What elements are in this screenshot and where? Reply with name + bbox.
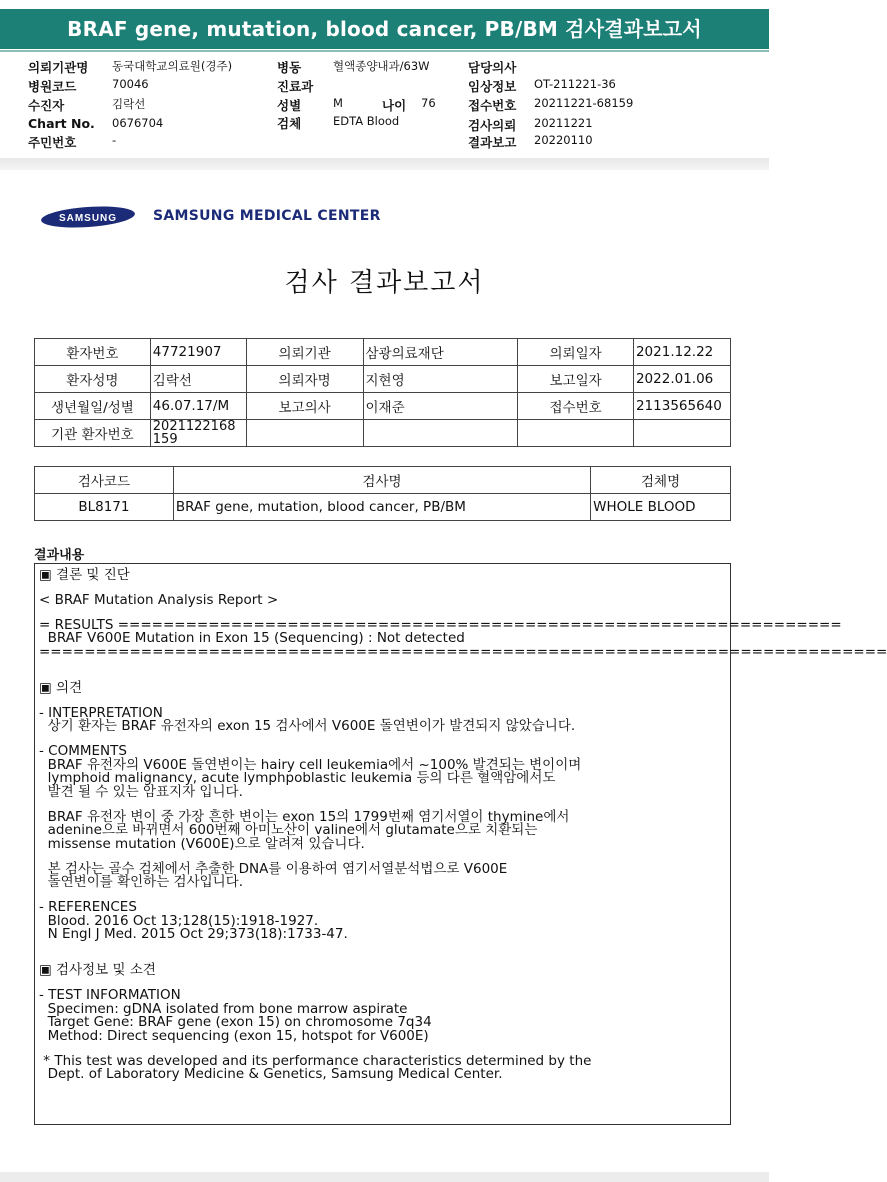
footer-bar bbox=[0, 1172, 769, 1182]
header-label: 수진자 bbox=[28, 98, 65, 113]
header-label: 접수번호 bbox=[468, 98, 517, 113]
header-value: 0676704 bbox=[112, 116, 164, 130]
samsung-logo-icon bbox=[40, 206, 136, 228]
header-label: 임상정보 bbox=[468, 79, 517, 94]
result-line: N Engl J Med. 2015 Oct 29;373(18):1733-47. bbox=[39, 926, 348, 943]
patient-field-label bbox=[518, 420, 634, 447]
result-line: * This test was developed and its performance characteristics determined by the bbox=[39, 1052, 592, 1069]
header-value: 혈액종양내과/63W bbox=[333, 59, 430, 73]
patient-field-value: 김락선 bbox=[150, 366, 246, 393]
header-value: EDTA Blood bbox=[333, 114, 400, 128]
result-line: ▣ 의견 bbox=[39, 679, 83, 696]
header-value: OT-211221-36 bbox=[534, 77, 616, 91]
age-value: 76 bbox=[421, 96, 436, 110]
header-value: 20220110 bbox=[534, 133, 593, 147]
header-value: 70046 bbox=[112, 77, 149, 91]
patient-field-value bbox=[363, 420, 518, 447]
result-line: =========================================================================== bbox=[39, 643, 887, 660]
header-label: 주민번호 bbox=[28, 135, 77, 150]
patient-field-value: 2113565640 bbox=[633, 393, 730, 420]
patient-field-value: 삼광의료재단 bbox=[363, 339, 518, 366]
test-name-cell: BRAF gene, mutation, blood cancer, PB/BM bbox=[173, 494, 590, 521]
header-label: Chart No. bbox=[28, 116, 95, 131]
result-content-box bbox=[34, 563, 887, 1125]
hospital-name: SAMSUNG MEDICAL CENTER bbox=[153, 208, 381, 224]
result-line: lymphoid malignancy, acute lymphpoblastic leukemia 등의 다른 혈액암에서도 bbox=[39, 770, 556, 787]
patient-field-label: 환자성명 bbox=[35, 366, 151, 393]
section-divider bbox=[0, 158, 769, 170]
result-line: ▣ 결론 및 진단 bbox=[39, 567, 130, 583]
patient-field-value: 2022.01.06 bbox=[633, 366, 730, 393]
result-line: Method: Direct sequencing (exon 15, hotspot for V600E) bbox=[39, 1027, 429, 1044]
age-label: 나이 bbox=[382, 98, 407, 113]
header-label: 병원코드 bbox=[28, 79, 77, 94]
result-line: BRAF 유전자의 V600E 돌연변이는 hairy cell leukemia에서 ~100% 발견되는 변이이며 bbox=[39, 756, 582, 773]
patient-field-value: 2021.12.22 bbox=[633, 339, 730, 366]
result-line: Dept. of Laboratory Medicine & Genetics, Samsung Medical Center. bbox=[39, 1066, 503, 1083]
result-line: Specimen: gDNA isolated from bone marrow aspirate bbox=[39, 1000, 408, 1017]
report-title-bar: BRAF gene, mutation, blood cancer, PB/BM 검사결과보고서 bbox=[0, 9, 769, 49]
test-code-cell: BL8171 bbox=[35, 494, 174, 521]
result-line: 본 검사는 골수 검체에서 추출한 DNA를 이용하여 염기서열분석법으로 V600E bbox=[39, 860, 508, 877]
patient-field-value: 이재준 bbox=[363, 393, 518, 420]
result-line: BRAF V600E Mutation in Exon 15 (Sequencing) : Not detected bbox=[39, 630, 465, 647]
header-value: 김락선 bbox=[112, 97, 146, 111]
patient-field-value: 46.07.17/M bbox=[150, 393, 246, 420]
header-value: M bbox=[333, 96, 343, 110]
result-line: Target Gene: BRAF gene (exon 15) on chromosome 7q34 bbox=[39, 1014, 432, 1031]
header-label: 검체 bbox=[277, 116, 302, 131]
patient-field-label: 환자번호 bbox=[35, 339, 151, 366]
header-value: 동국대학교의료원(경주) bbox=[112, 59, 233, 73]
page-title: 검사 결과보고서 bbox=[284, 268, 485, 298]
header-label: 병동 bbox=[277, 60, 302, 75]
specimen-cell: WHOLE BLOOD bbox=[591, 494, 731, 521]
result-line: - TEST INFORMATION bbox=[39, 987, 181, 1003]
patient-field-value bbox=[633, 420, 730, 447]
result-line: BRAF 유전자 변이 중 가장 흔한 변이는 exon 15의 1799번째 염기서열이 thymine에서 bbox=[39, 808, 570, 825]
header-label: 진료과 bbox=[277, 79, 314, 94]
header-label: 담당의사 bbox=[468, 60, 517, 75]
patient-field-label: 보고의사 bbox=[246, 393, 363, 420]
result-line: ▣ 검사정보 및 소견 bbox=[39, 962, 156, 979]
patient-field-label: 기관 환자번호 bbox=[35, 420, 151, 447]
header-value: - bbox=[112, 133, 117, 147]
result-line: < BRAF Mutation Analysis Report > bbox=[39, 591, 279, 608]
result-line: 상기 환자는 BRAF 유전자의 exon 15 검사에서 V600E 돌연변이가 발견되지 않았습니다. bbox=[39, 718, 576, 735]
header-label: 결과보고 bbox=[468, 135, 517, 150]
result-heading: 결과내용 bbox=[34, 548, 85, 563]
patient-field-value: 지현영 bbox=[363, 366, 518, 393]
patient-field-value: 2021122168159 bbox=[150, 420, 246, 447]
result-line: - REFERENCES bbox=[39, 899, 137, 915]
test-code-header: 검사코드 bbox=[35, 467, 174, 494]
patient-field-label: 의뢰자명 bbox=[246, 366, 363, 393]
patient-info-table bbox=[34, 338, 731, 447]
result-line: missense mutation (V600E)으로 알려져 있습니다. bbox=[39, 835, 365, 852]
header-value: 20211221-68159 bbox=[534, 96, 634, 110]
result-line: - INTERPRETATION bbox=[39, 704, 163, 721]
specimen-header: 검체명 bbox=[591, 467, 731, 494]
test-info-table bbox=[34, 466, 731, 521]
request-header bbox=[0, 56, 769, 156]
result-line: Blood. 2016 Oct 13;128(15):1918-1927. bbox=[39, 912, 319, 929]
header-value: 20211221 bbox=[534, 116, 593, 130]
patient-field-label: 생년월일/성별 bbox=[35, 393, 151, 420]
patient-field-label: 의뢰일자 bbox=[518, 339, 634, 366]
result-line: - COMMENTS bbox=[39, 743, 127, 759]
result-line: adenine으로 바뀌면서 600번째 아미노산이 valine에서 glutamate으로 치환되는 bbox=[39, 822, 538, 839]
patient-field-label bbox=[246, 420, 363, 447]
test-name-header: 검사명 bbox=[173, 467, 590, 494]
patient-field-label: 의뢰기관 bbox=[246, 339, 363, 366]
logo-oval-text: SAMSUNG bbox=[58, 213, 118, 224]
header-label: 성별 bbox=[277, 98, 302, 113]
header-label: 검사의뢰 bbox=[468, 118, 517, 133]
result-line: = RESULTS ================================================================ bbox=[39, 616, 842, 633]
result-line: 돌연변이를 확인하는 검사입니다. bbox=[39, 874, 244, 891]
result-line: 발견 될 수 있는 암표지자 입니다. bbox=[39, 783, 243, 800]
patient-field-label: 보고일자 bbox=[518, 366, 634, 393]
patient-field-value: 47721907 bbox=[150, 339, 246, 366]
patient-field-label: 접수번호 bbox=[518, 393, 634, 420]
header-label: 의뢰기관명 bbox=[28, 60, 89, 75]
